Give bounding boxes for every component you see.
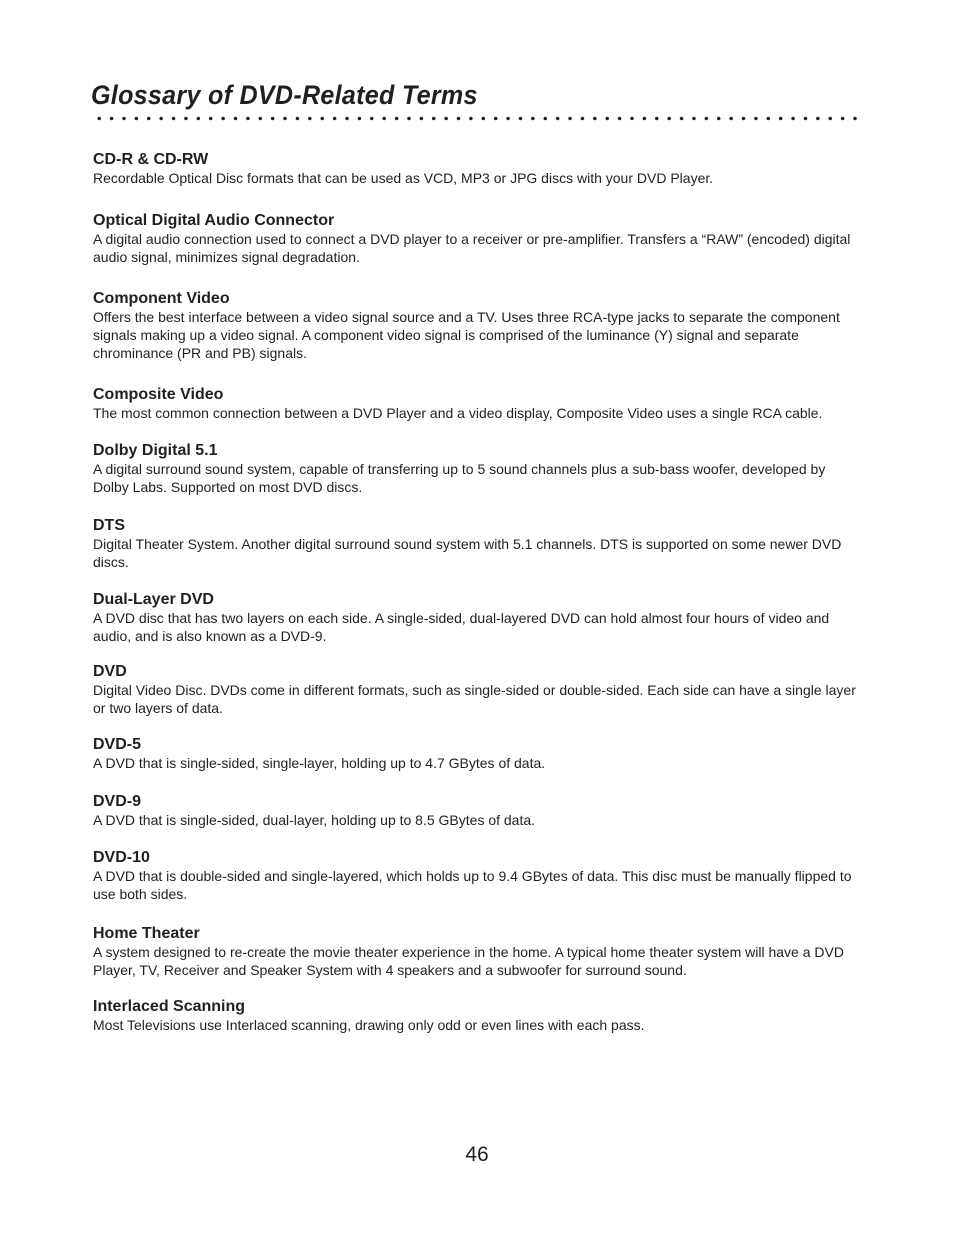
term-name: Component Video <box>93 290 230 307</box>
term-name: DVD-9 <box>93 793 142 810</box>
term-name: DTS <box>93 517 125 534</box>
term-definition: A system designed to re-create the movie theater experience in the home. A typical home theater system will have a DVD Player, TV, Receiver and Speaker System with 4 speakers and a subwoofer for surround sound. <box>93 944 844 978</box>
term-name: Interlaced Scanning <box>93 998 246 1015</box>
dotted-divider <box>93 116 859 121</box>
glossary-entry-dvd-5 <box>93 735 859 772</box>
page-title: Glossary of DVD-Related Terms <box>91 80 478 110</box>
term-name: DVD-5 <box>93 736 142 753</box>
page-number: 46 <box>465 1143 489 1166</box>
glossary-entry-dual-layer-dvd <box>93 590 859 645</box>
term-definition: The most common connection between a DVD Player and a video display, Composite Video uses a single RCA cable. <box>93 405 823 421</box>
term-definition: Most Televisions use Interlaced scanning, drawing only odd or even lines with each pass. <box>93 1017 645 1033</box>
term-definition: A DVD that is single-sided, single-layer, holding up to 4.7 GBytes of data. <box>93 755 546 771</box>
glossary-entry-component-video <box>93 289 859 362</box>
glossary-entry-dts <box>93 516 859 571</box>
term-definition: Digital Theater System. Another digital surround sound system with 5.1 channels. DTS is supported on some newer DVD discs. <box>93 536 842 570</box>
glossary-entry-dvd-10 <box>93 848 859 903</box>
glossary-entry-dvd <box>93 662 859 717</box>
glossary-entry-cd-r-cd-rw <box>93 150 859 187</box>
term-name: Dolby Digital 5.1 <box>93 442 218 459</box>
glossary-entry-dvd-9 <box>93 792 859 829</box>
glossary-entry-optical-digital-audio-connector <box>93 211 859 266</box>
glossary-list <box>93 150 859 1034</box>
term-definition: A digital audio connection used to connect a DVD player to a receiver or pre-amplifier. Transfers a “RAW” (encoded) digital audio signal, minimizes signal degradation. <box>93 231 851 265</box>
term-name: DVD-10 <box>93 849 150 866</box>
glossary-entry-dolby-digital <box>93 441 859 496</box>
term-definition: Digital Video Disc. DVDs come in different formats, such as single-sided or double-sided. Each side can have a single layer or two layers of data. <box>93 682 856 716</box>
term-definition: A DVD disc that has two layers on each side. A single-sided, dual-layered DVD can hold almost four hours of video and audio, and is also known as a DVD-9. <box>93 610 830 644</box>
term-name: Dual-Layer DVD <box>93 591 214 608</box>
glossary-entry-home-theater <box>93 924 859 979</box>
glossary-entry-interlaced-scanning <box>93 997 859 1034</box>
term-definition: Offers the best interface between a video signal source and a TV. Uses three RCA-type jacks to separate the component signals making up a video signal. A component video signal is comprised of the luminance (Y) signal and separate chrominance (PR and PB) signals. <box>93 309 840 361</box>
term-definition: A DVD that is double-sided and single-layered, which holds up to 9.4 GBytes of data. This disc must be manually flipped to use both sides. <box>93 868 852 902</box>
term-name: CD-R & CD-RW <box>93 151 209 168</box>
term-name: Composite Video <box>93 386 224 403</box>
term-definition: A digital surround sound system, capable of transferring up to 5 sound channels plus a sub-bass woofer, developed by Dolby Labs. Supported on most DVD discs. <box>93 461 826 495</box>
term-name: Optical Digital Audio Connector <box>93 212 335 229</box>
term-definition: Recordable Optical Disc formats that can be used as VCD, MP3 or JPG discs with your DVD Player. <box>93 170 714 186</box>
term-name: DVD <box>93 663 127 680</box>
glossary-entry-composite-video <box>93 385 859 422</box>
term-name: Home Theater <box>93 925 200 942</box>
term-definition: A DVD that is single-sided, dual-layer, holding up to 8.5 GBytes of data. <box>93 812 536 828</box>
